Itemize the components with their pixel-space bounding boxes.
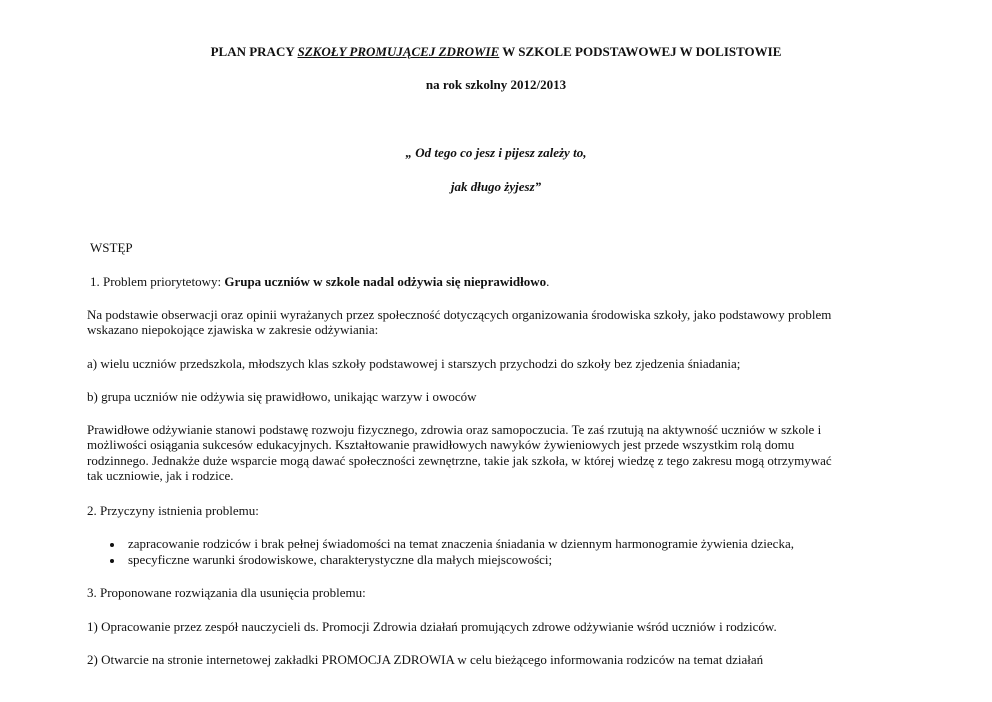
priority-problem-end: .	[546, 274, 550, 289]
motto-line-2: jak długo żyjesz”	[450, 179, 542, 194]
solution-item-1: 1) Opracowanie przez zespół nauczycieli ds. Promocji Zdrowia działań promujących zdrowe odżywianie wśród uczniów i rodziców.	[87, 619, 777, 634]
nutrition-paragraph-line-1: Prawidłowe odżywianie stanowi podstawę rozwoju fizycznego, zdrowia oraz samopoczucia. Te zaś rzutują na aktywność uczniów w szkole i	[87, 422, 822, 437]
title-emphasis: SZKOŁY PROMUJĄCEJ ZDROWIE	[297, 44, 500, 59]
bullet-icon	[110, 559, 114, 563]
document-title	[0, 44, 992, 60]
bullet-icon	[110, 543, 114, 547]
issue-item-a: a) wielu uczniów przedszkola, młodszych klas szkoły podstawowej i starszych przychodzi do szkoły bez zjedzenia śniadania;	[87, 356, 741, 371]
priority-problem-text: Grupa uczniów w szkole nadal odżywia się nieprawidłowo	[224, 274, 547, 289]
title-prefix: PLAN PRACY	[210, 44, 298, 59]
causes-heading: 2. Przyczyny istnienia problemu:	[87, 503, 259, 518]
nutrition-paragraph-line-4: tak uczniowie, jak i rodzice.	[87, 468, 234, 483]
solutions-heading: 3. Proponowane rozwiązania dla usunięcia problemu:	[87, 585, 366, 600]
basis-paragraph-line-2: wskazano niepokojące zjawiska w zakresie odżywiania:	[87, 322, 379, 337]
cause-item-2: specyficzne warunki środowiskowe, charakterystyczne dla małych miejscowości;	[128, 552, 553, 567]
title-suffix: W SZKOLE PODSTAWOWEJ W DOLISTOWIE	[499, 44, 782, 59]
priority-problem	[90, 274, 549, 290]
basis-paragraph-line-1: Na podstawie obserwacji oraz opinii wyrażanych przez społeczność dotyczących organizowania środowiska szkoły, jako podstawowy problem	[87, 307, 832, 322]
document-subtitle: na rok szkolny 2012/2013	[425, 77, 567, 92]
nutrition-paragraph-line-3: rodzinnego. Jednakże duże wsparcie mogą dawać społeczności zewnętrzne, takie jak szkoła, w której wiedzę z tego zakresu mogą otrzymywać	[87, 453, 832, 468]
intro-heading: WSTĘP	[90, 240, 133, 255]
nutrition-paragraph-line-2: możliwości osiągania sukcesów edukacyjnych. Kształtowanie prawidłowych nawyków żywieniowych jest przede wszystkim rolą domu	[87, 437, 795, 452]
motto-line-1: „ Od tego co jesz i pijesz zależy to,	[405, 145, 587, 160]
priority-problem-label: 1. Problem priorytetowy:	[90, 274, 225, 289]
solution-item-2: 2) Otwarcie na stronie internetowej zakładki PROMOCJA ZDROWIA w celu bieżącego informowania rodziców na temat działań	[87, 652, 764, 667]
cause-item-1: zapracowanie rodziców i brak pełnej świadomości na temat znaczenia śniadania w dziennym harmonogramie żywienia dziecka,	[128, 536, 794, 551]
issue-item-b: b) grupa uczniów nie odżywia się prawidłowo, unikając warzyw i owoców	[87, 389, 477, 404]
